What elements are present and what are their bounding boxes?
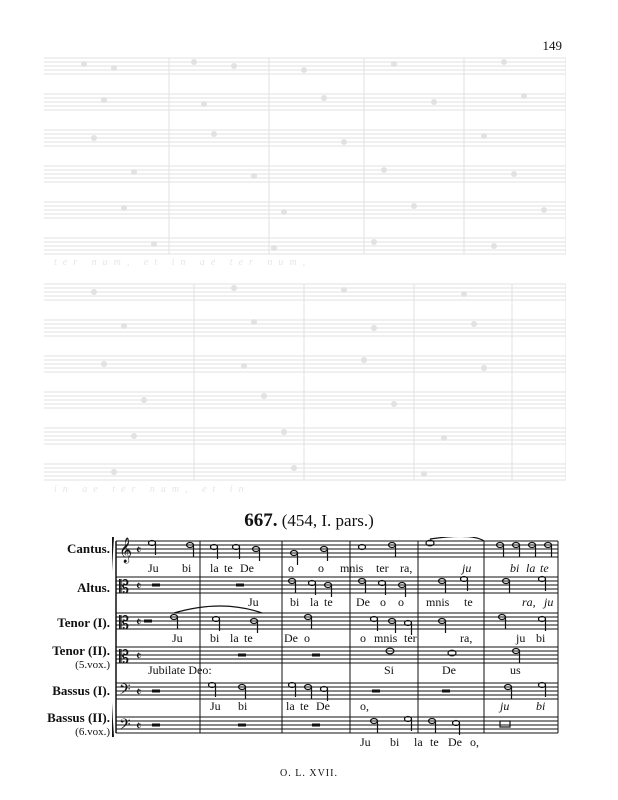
lyric-bassus2-4: De xyxy=(448,735,462,749)
lyric-tenor1-5: o xyxy=(304,631,310,645)
lyric-altus-8: te xyxy=(464,595,473,609)
lyric-cantus-7: mnis xyxy=(340,561,364,575)
lyric-cantus-8: ter xyxy=(376,561,389,575)
lyric-cantus-12: la xyxy=(526,561,536,575)
faded-staff-system-1 xyxy=(44,52,566,272)
piece-subtitle: (454, I. pars.) xyxy=(281,511,374,530)
lyric-bassus1-5: o, xyxy=(360,699,369,713)
lyric-bassus1-6: ju xyxy=(500,699,510,713)
score-system xyxy=(112,537,560,762)
lyric-cantus-11: bi xyxy=(510,561,520,575)
svg-text:𝄵: 𝄵 xyxy=(136,543,142,557)
lyric-bassus2-5: o, xyxy=(470,735,479,749)
page-footer: O. L. XVII. xyxy=(280,768,338,779)
svg-text:𝄵: 𝄵 xyxy=(136,685,142,699)
faded-lyrics-1: ter num, et in ae ter num, xyxy=(54,257,312,268)
lyric-bassus2-0: Ju xyxy=(360,735,371,749)
lyric-altus-0: Ju xyxy=(248,595,259,609)
piece-number: 667. xyxy=(244,510,278,531)
piece-title xyxy=(0,510,618,532)
svg-text:𝄡: 𝄡 xyxy=(119,647,130,668)
lyric-altus-5: o xyxy=(380,595,386,609)
lyric-altus-3: te xyxy=(324,595,333,609)
lyric-tenor1-2: la xyxy=(230,631,239,645)
lyric-cantus-5: o xyxy=(288,561,294,575)
lyric-cantus-10: ju xyxy=(462,561,472,575)
lyric-bassus2-1: bi xyxy=(390,735,400,749)
lyric-cantus-1: bi xyxy=(182,561,192,575)
svg-text:𝄢: 𝄢 xyxy=(119,681,131,702)
lyric-cantus-6: o xyxy=(318,561,324,575)
svg-text:𝄡: 𝄡 xyxy=(119,613,130,634)
lyric-altus-6: o xyxy=(398,595,404,609)
lyric-tenor1-7: mnis xyxy=(374,631,398,645)
page-number: 149 xyxy=(542,38,562,53)
lyric-bassus1-1: bi xyxy=(238,699,248,713)
lyric-cantus-4: De xyxy=(240,561,254,575)
lyric-bassus1-4: De xyxy=(316,699,330,713)
svg-text:𝄢: 𝄢 xyxy=(119,716,131,737)
lyric-tenor1-10: ju xyxy=(516,631,526,645)
lyric-cantus-2: la xyxy=(210,561,219,575)
voice-label-cantus: Cantus. xyxy=(67,541,110,556)
faded-lyrics-2: in ae ter num, et in xyxy=(54,484,250,495)
lyric-tenor2-0: Jubilate Deo: xyxy=(148,663,212,677)
lyric-tenor2-3: us xyxy=(510,663,521,677)
svg-text:𝄵: 𝄵 xyxy=(136,615,142,629)
svg-text:𝄡: 𝄡 xyxy=(119,577,130,598)
lyric-bassus1-0: Ju xyxy=(210,699,221,713)
lyric-tenor1-8: ter xyxy=(404,631,417,645)
lyric-altus-1: bi xyxy=(290,595,300,609)
voice-label-bassus-1: Bassus (I). xyxy=(52,683,110,698)
lyric-cantus-13: te xyxy=(540,561,549,575)
faded-system-2 xyxy=(44,278,566,500)
lyric-bassus1-7: bi xyxy=(536,699,546,713)
lyric-tenor2-2: De xyxy=(442,663,456,677)
faded-system-1 xyxy=(44,52,566,272)
svg-text:𝄵: 𝄵 xyxy=(136,649,142,663)
lyric-altus-10: ju xyxy=(544,595,554,609)
svg-text:𝄞: 𝄞 xyxy=(119,538,133,563)
lyric-tenor1-4: De xyxy=(284,631,298,645)
lyric-bassus1-3: te xyxy=(300,699,309,713)
lyric-tenor2-1: Si xyxy=(384,663,395,677)
voice-label-tenor-1: Tenor (I). xyxy=(57,615,110,630)
lyric-bassus2-3: te xyxy=(430,735,439,749)
lyric-altus-9: ra, xyxy=(522,595,536,609)
score-staves xyxy=(112,537,560,757)
lyric-bassus2-2: la xyxy=(414,735,423,749)
faded-staff-system-2 xyxy=(44,278,566,500)
lyric-tenor1-1: bi xyxy=(210,631,220,645)
lyric-cantus-3: te xyxy=(224,561,233,575)
lyric-tenor1-3: te xyxy=(244,631,253,645)
lyric-tenor1-6: o xyxy=(360,631,366,645)
voice-label-bassus-2: Bassus (II). (6.vox.) xyxy=(47,710,110,738)
lyric-cantus-9: ra, xyxy=(400,561,413,575)
lyric-cantus-0: Ju xyxy=(148,561,159,575)
lyric-tenor1-0: Ju xyxy=(172,631,183,645)
lyric-tenor1-11: bi xyxy=(536,631,546,645)
svg-text:𝄵: 𝄵 xyxy=(136,719,142,733)
voice-label-altus: Altus. xyxy=(77,580,110,595)
voice-label-tenor-2: Tenor (II). (5.vox.) xyxy=(52,643,110,671)
lyric-altus-2: la xyxy=(310,595,319,609)
svg-text:𝄵: 𝄵 xyxy=(136,579,142,593)
lyric-altus-4: De xyxy=(356,595,370,609)
lyric-bassus1-2: la xyxy=(286,699,295,713)
lyric-tenor1-9: ra, xyxy=(460,631,473,645)
lyric-altus-7: mnis xyxy=(426,595,450,609)
